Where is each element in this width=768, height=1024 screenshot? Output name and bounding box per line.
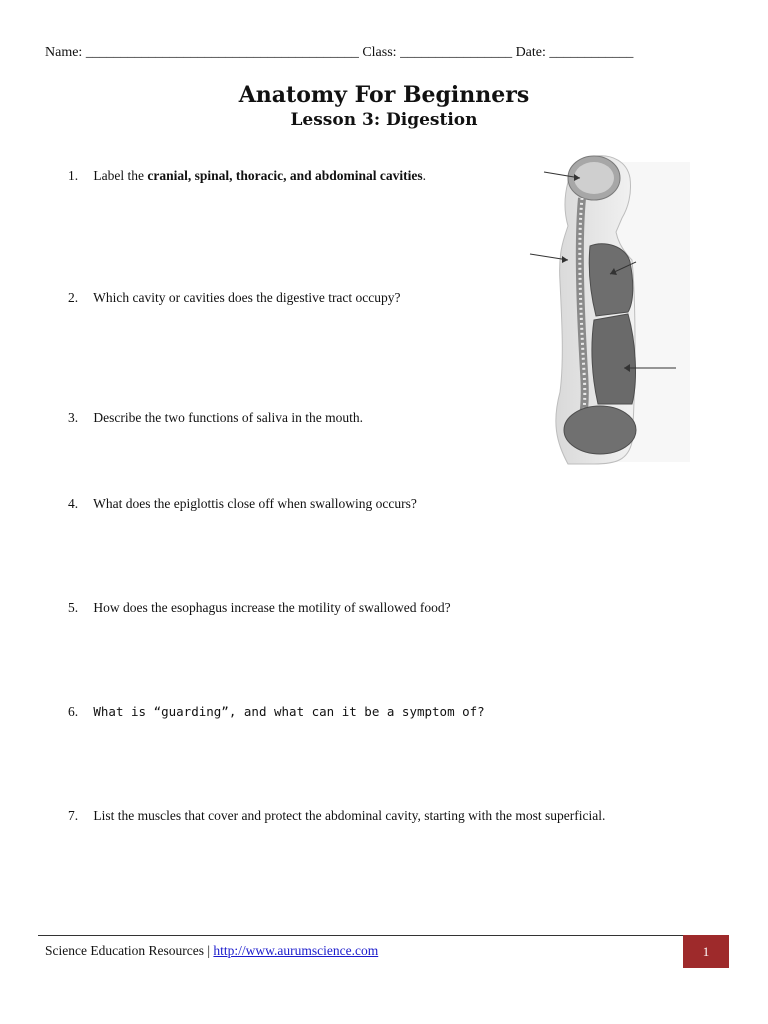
question-bold-text: cranial, spinal, thoracic, and abdominal cavities: [147, 168, 423, 183]
page-number: 1: [702, 943, 710, 959]
footer: [45, 943, 378, 959]
question-text: Which cavity or cavities does the digestive tract occupy?: [93, 290, 401, 305]
question-2: [68, 290, 401, 306]
class-label: Class:: [362, 45, 397, 60]
footer-link[interactable]: http://www.aurumscience.com: [213, 943, 379, 958]
question-number: 4.: [68, 496, 79, 511]
question-number: 5.: [68, 600, 79, 615]
question-number: 3.: [68, 410, 79, 425]
question-text: Label the: [93, 168, 148, 183]
question-number: 2.: [68, 290, 79, 305]
question-7: [68, 808, 605, 824]
name-blank[interactable]: _______________________________________: [85, 45, 359, 60]
class-blank[interactable]: ________________: [400, 45, 513, 60]
question-1: [68, 168, 426, 184]
date-blank[interactable]: ____________: [549, 45, 634, 60]
question-text: What is “guarding”, and what can it be a symptom of?: [93, 704, 485, 719]
question-text: List the muscles that cover and protect the abdominal cavity, starting with the most superficial.: [93, 808, 606, 823]
question-punct: .: [422, 168, 427, 183]
question-number: 7.: [68, 808, 79, 823]
worksheet-header: [45, 45, 633, 61]
question-number: 6.: [68, 704, 79, 719]
footer-divider: [38, 935, 728, 936]
page-title: Anatomy For Beginners: [238, 82, 530, 108]
question-text: What does the epiglottis close off when swallowing occurs?: [93, 496, 417, 511]
question-text: How does the esophagus increase the motility of swallowed food?: [93, 600, 451, 615]
footer-org: Science Education Resources |: [45, 943, 211, 958]
name-label: Name:: [45, 45, 83, 60]
date-label: Date:: [515, 45, 546, 60]
body-cavities-diagram-icon: [524, 142, 690, 472]
lesson-subtitle: Lesson 3: Digestion: [290, 110, 478, 130]
question-number: 1.: [68, 168, 79, 183]
page-number-badge: [683, 935, 729, 968]
question-3: [68, 410, 363, 426]
question-6: [68, 704, 485, 720]
question-text: Describe the two functions of saliva in the mouth.: [93, 410, 363, 425]
question-5: [68, 600, 451, 616]
question-4: [68, 496, 417, 512]
